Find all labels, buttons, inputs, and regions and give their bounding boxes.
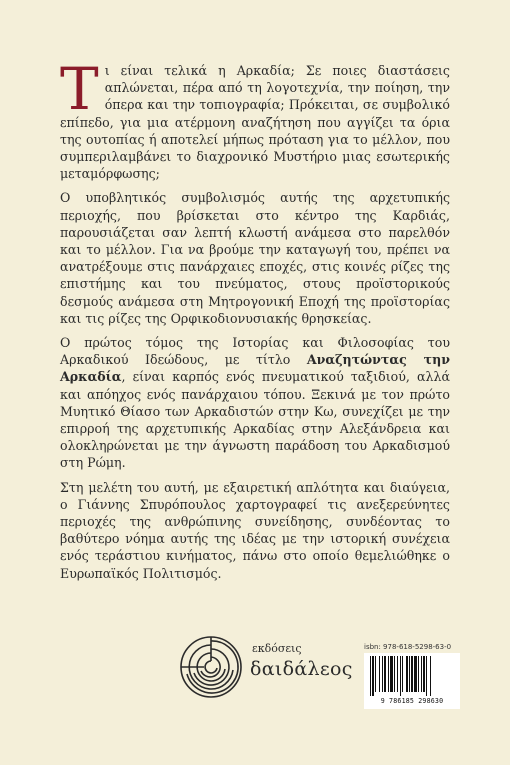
barcode-bar [388, 656, 389, 692]
barcode-bar [372, 656, 374, 696]
barcode-bar [390, 656, 393, 692]
barcode-digits: 9 786185 298630 [380, 697, 444, 705]
barcode [364, 653, 460, 709]
blurb-text [60, 55, 450, 589]
barcode-bar [409, 656, 410, 692]
paragraph-3-text-b: , είναι καρπός ενός πνευματικού ταξιδιού, αλλά και απόηχος ενός πανάρχαιου τόπου. Ξεκινά με τον πρώτο Μυητικό Θίασο των Αρκαδιστών στην Κω, συνεχίζει με την επιρροή της αρχετυπικής Αρκαδίας στην Αλεξάνδρεια και ολοκληρώνεται με την άγνωστη παράδοση του Αρκαδισμού στη Ρώμη. [60, 369, 450, 471]
isbn-label: isbn: 978-618-5298-63-0 [364, 643, 452, 651]
paragraph-1-text: ι είναι τελικά η Αρκαδία; Σε ποιες διαστάσεις απλώνεται, πέρα από τη λογοτεχνία, την ποίηση, την όπερα και την τοπιογραφία; Πρόκειται, σε συμβολικό επίπεδο, για μια ατέρμονη αναζήτηση που αγγίζει τα όρια της ουτοπίας ή αποτελεί μήπως πρόταση για το μέλλον, που συμπεριλαμβάνει το διαχρονικό Μυστήριο μιας εσωτερικής μεταμόρφωσης; [60, 63, 450, 182]
barcode-bar [406, 656, 408, 692]
drop-cap: Τ [60, 55, 99, 123]
barcode-bar [397, 656, 398, 692]
barcode-bar [370, 656, 371, 696]
barcode-bar [375, 656, 376, 692]
barcode-bars-icon [368, 656, 456, 696]
barcode-bar [402, 656, 403, 692]
paragraph-2-text: Ο υποβλητικός συμβολισμός αυτής της αρχετυπικής περιοχής, που βρίσκεται στο κέντρο της Καρδιάς, παρουσιάζεται σαν λεπτή κλωστή ανάμεσα στο παρελθόν και το μέλλον. Για να βρούμε την καταγωγή του, πρέπει να ανατρέξουμε στις πανάρχαιες εποχές, στις κοινές ρίζες της επιστήμης και του πνεύματος, στους προϊστορικούς δεσμούς ανάμεσα στη Μητρογονική Εποχή της προϊστορίας και τις ρίζες της Ορφικοδιονυσιακής θρησκείας. [60, 190, 450, 326]
paragraph-4 [60, 479, 450, 582]
barcode-bar [394, 656, 395, 692]
book-title-bold: Αναζητώντας την Αρκαδία [60, 352, 450, 385]
barcode-bar [418, 656, 419, 692]
barcode-bar [414, 656, 417, 692]
barcode-bar [421, 656, 422, 692]
publisher-name: δαιδάλεος [250, 658, 353, 680]
paragraph-3-text-a: Ο πρώτος τόμος της Ιστορίας και Φιλοσοφίας του Αρκαδικού Ιδεώδους, με τίτλο [60, 335, 450, 368]
barcode-bar [384, 656, 386, 692]
paragraph-4-text: Στη μελέτη του αυτή, με εξαιρετική απλότητα και διαύγεια, ο Γιάννης Σπυρόπουλος χαρτογραφεί τις ανεξερεύνητες περιοχές της ανθρώπινης συνείδησης, συνδέοντας το βαθύτερο νόημα αυτής της ιδέας με την ιστορική συνέχεια ενός τεράστιου κινήματος, πάνω στο οποίο θεμελιώθηκε ο Ευρωπαϊκός Πολιτισμός. [60, 479, 450, 581]
barcode-bar [423, 656, 425, 692]
barcode-bar [400, 656, 401, 696]
barcode-bar [382, 656, 383, 692]
labyrinth-logo-icon [178, 634, 244, 700]
barcode-bar [379, 656, 380, 692]
barcode-bar [426, 656, 427, 696]
paragraph-2 [60, 189, 450, 327]
barcode-bar [411, 656, 413, 692]
isbn-block [364, 643, 460, 709]
publisher-block [178, 634, 353, 714]
paragraph-1 [60, 55, 450, 182]
paragraph-3 [60, 334, 450, 472]
publisher-prefix: εκδόσεις [252, 642, 302, 655]
barcode-bar [430, 656, 431, 696]
